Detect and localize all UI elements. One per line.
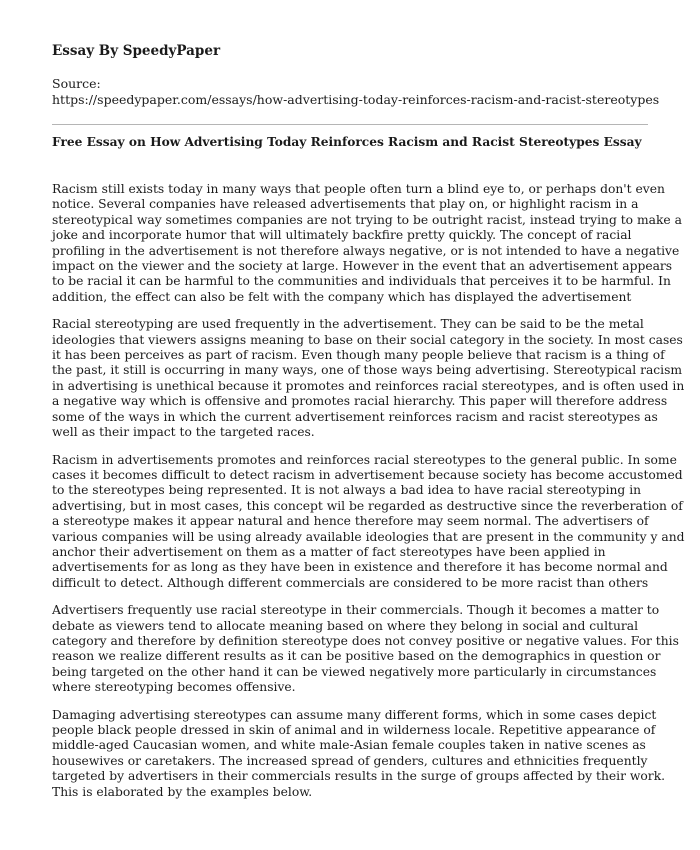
text-line: middle-aged Caucasian women, and white male-Asian female couples taken in native scenes as xyxy=(52,738,646,753)
text-line: profiling in the advertisement is not therefore always negative, or is not intended to have a negative xyxy=(52,243,680,258)
essay-body xyxy=(52,182,685,812)
text-line: difficult to detect. Although different commercials are considered to be more racist than others xyxy=(52,575,649,590)
text-line: addition, the effect can also be felt with the company which has displayed the advertisement xyxy=(52,289,632,304)
paragraph-5 xyxy=(52,707,666,800)
text-line: a stereotype makes it appear natural and hence therefore may seem normal. The advertisers of xyxy=(52,514,649,529)
text-line: joke and incorporate humor that will ultimately backfire pretty quickly. The concept of racial xyxy=(52,228,632,243)
text-line: where stereotyping becomes offensive. xyxy=(52,680,296,695)
text-line: housewives or caretakers. The increased spread of genders, cultures and ethnicities frequently xyxy=(52,753,648,768)
text-line: Advertisers frequently use racial stereotype in their commercials. Though it becomes a matter to xyxy=(52,603,660,618)
source-url[interactable]: https://speedypaper.com/essays/how-advertising-today-reinforces-racism-and-racist-stereotypes xyxy=(52,92,660,107)
text-line: advertisements for as long as they have been in existence and therefore it has become normal and xyxy=(52,560,668,575)
text-line: a negative way which is offensive and promotes racial hierarchy. This paper will therefore address xyxy=(52,394,668,409)
text-line: stereotypical way sometimes companies are not trying to be outright racist, instead trying to make a xyxy=(52,212,682,227)
text-line: reason we realize different results as it can be positive based on the demographics in question or xyxy=(52,649,661,664)
text-line: Racism still exists today in many ways that people often turn a blind eye to, or perhaps don't even xyxy=(52,182,665,196)
text-line: people black people dressed in skin of animal and in wilderness locale. Repetitive appearance of xyxy=(52,723,656,737)
source-label: Source: xyxy=(52,76,101,91)
text-line: being targeted on the other hand it can be viewed negatively more particularly in circumstances xyxy=(52,664,657,679)
paragraph-1 xyxy=(52,182,682,305)
text-line: Racial stereotyping are used frequently in the advertisement. They can be said to be the metal xyxy=(52,317,644,332)
text-line: advertising, but in most cases, this concept wil be regarded as destructive since the reverberation of xyxy=(52,498,683,513)
text-line: ideologies that viewers assigns meaning to base on their social category in the society. In most cases xyxy=(52,332,683,347)
text-line: well as their impact to the targeted races. xyxy=(52,425,315,440)
text-line: in advertising is unethical because it promotes and reinforces racial stereotypes, and is often used in xyxy=(52,378,685,393)
text-line: impact on the viewer and the society at large. However in the event that an advertisement appears xyxy=(52,259,673,274)
text-line: This is elaborated by the examples below. xyxy=(52,784,313,799)
text-line: anchor their advertisement on them as a matter of fact stereotypes have been applied in xyxy=(52,544,606,559)
header-divider xyxy=(52,124,648,125)
paragraph-4 xyxy=(52,603,679,695)
text-line: debate as viewers tend to allocate meaning based on where they belong in social and cultural xyxy=(52,618,639,633)
text-line: targeted by advertisers in their commercials results in the surge of groups affected by their work. xyxy=(52,769,666,784)
essay-title: Free Essay on How Advertising Today Reinforces Racism and Racist Stereotypes Essay xyxy=(52,135,642,149)
text-line: various companies will be using already available ideologies that are present in the community y and xyxy=(52,529,685,544)
text-line: to be racial it can be harmful to the communities and individuals that perceives it to be harmful. In xyxy=(52,274,671,289)
paragraph-3 xyxy=(52,452,685,592)
text-line: Damaging advertising stereotypes can assume many different forms, which in some cases depict xyxy=(52,707,657,722)
text-line: it has been perceives as part of racism. Even though many people believe that racism is a thing of xyxy=(52,348,665,363)
text-line: some of the ways in which the current advertisement reinforces racism and racist stereotypes as xyxy=(52,409,658,424)
text-line: to the stereotypes being represented. It is not always a bad idea to have racial stereotyping in xyxy=(52,483,642,498)
document-header-title: Essay By SpeedyPaper xyxy=(52,43,221,59)
text-line: the past, it still is occurring in many ways, one of those ways being advertising. Stereotypical racism xyxy=(52,363,683,378)
text-line: category and therefore by definition stereotype does not convey positive or negative values. For this xyxy=(52,633,679,648)
paragraph-2 xyxy=(52,317,685,440)
text-line: notice. Several companies have released advertisements that play on, or highlight racism in a xyxy=(52,197,639,212)
text-line: cases it becomes difficult to detect racism in advertisement because society has become accustomed xyxy=(52,467,683,482)
text-line: Racism in advertisements promotes and reinforces racial stereotypes to the general public. In some xyxy=(52,452,677,467)
